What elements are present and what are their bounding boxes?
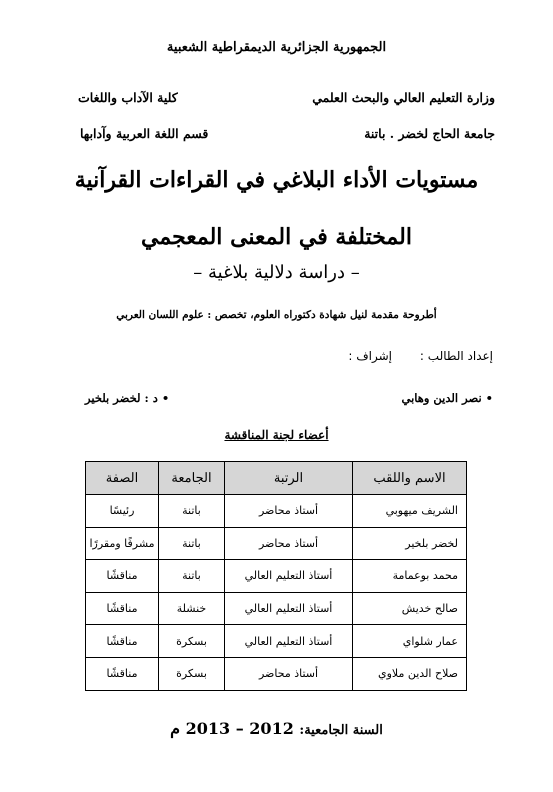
member-role: مناقشًا <box>86 592 159 625</box>
republic-title: الجمهورية الجزائرية الديمقراطية الشعبية <box>166 40 387 55</box>
academic-year-value: 2012 – 2013 م <box>170 719 294 738</box>
thesis-subtitle: – دراسة دلالية بلاغية – <box>193 262 360 283</box>
table-row <box>86 527 467 560</box>
table-header-row <box>86 462 467 495</box>
header-rank: الرتبة <box>225 462 353 495</box>
table-row <box>86 657 467 690</box>
ministry-name: وزارة التعليم العالي والبحث العلمي <box>312 90 495 105</box>
thesis-title-line2: المختلفة في المعنى المعجمي <box>141 224 412 250</box>
member-name: لخضر بلخير <box>353 527 467 560</box>
member-university: باتنة <box>159 527 225 560</box>
member-rank: أستاذ التعليم العالي <box>225 560 353 593</box>
member-role: مناقشًا <box>86 657 159 690</box>
thesis-degree-line: أطروحة مقدمة لنيل شهادة دكتوراه العلوم، تخصص : علوم اللسان العربي <box>116 309 437 321</box>
university-name: جامعة الحاج لخضر . باتنة <box>364 126 495 141</box>
faculty-name: كلية الآداب واللغات <box>78 90 178 105</box>
committee-title: أعضاء لجنة المناقشة <box>224 428 329 442</box>
academic-year <box>0 719 553 738</box>
member-role: مناقشًا <box>86 625 159 658</box>
header-name: الاسم واللقب <box>353 462 467 495</box>
member-rank: أستاذ محاضر <box>225 657 353 690</box>
prepared-by-label: إعداد الطالب : <box>419 349 493 363</box>
member-name: عمار شلواي <box>353 625 467 658</box>
member-university: بسكرة <box>159 657 225 690</box>
member-rank: أستاذ محاضر <box>225 527 353 560</box>
table-row <box>86 560 467 593</box>
member-university: باتنة <box>159 560 225 593</box>
committee-table <box>85 461 467 691</box>
member-name: صلاح الدين ملاوي <box>353 657 467 690</box>
supervisor-label: إشراف : <box>348 349 392 363</box>
member-role: مناقشًا <box>86 560 159 593</box>
table-row <box>86 495 467 528</box>
member-rank: أستاذ التعليم العالي <box>225 592 353 625</box>
member-university: بسكرة <box>159 625 225 658</box>
header-university: الجامعة <box>159 462 225 495</box>
table-row <box>86 592 467 625</box>
table-row <box>86 625 467 658</box>
thesis-title-line1: مستويات الأداء البلاغي في القراءات القرآنية <box>74 167 479 193</box>
member-university: خنشلة <box>159 592 225 625</box>
academic-year-label: السنة الجامعية: <box>299 723 383 738</box>
member-name: صالح خديش <box>353 592 467 625</box>
department-name: قسم اللغة العربية وآدابها <box>80 126 209 141</box>
member-rank: أستاذ التعليم العالي <box>225 625 353 658</box>
member-name: الشريف ميهوبي <box>353 495 467 528</box>
student-name: • نصر الدين وهابي <box>401 391 493 405</box>
member-role: مشرفًا ومقررًا <box>86 527 159 560</box>
member-name: محمد بوعمامة <box>353 560 467 593</box>
supervisor-name: • د : لخضر بلخير <box>85 391 170 405</box>
header-role: الصفة <box>86 462 159 495</box>
member-role: رئيسًا <box>86 495 159 528</box>
member-rank: أستاذ محاضر <box>225 495 353 528</box>
member-university: باتنة <box>159 495 225 528</box>
committee-table-wrapper <box>86 461 467 691</box>
